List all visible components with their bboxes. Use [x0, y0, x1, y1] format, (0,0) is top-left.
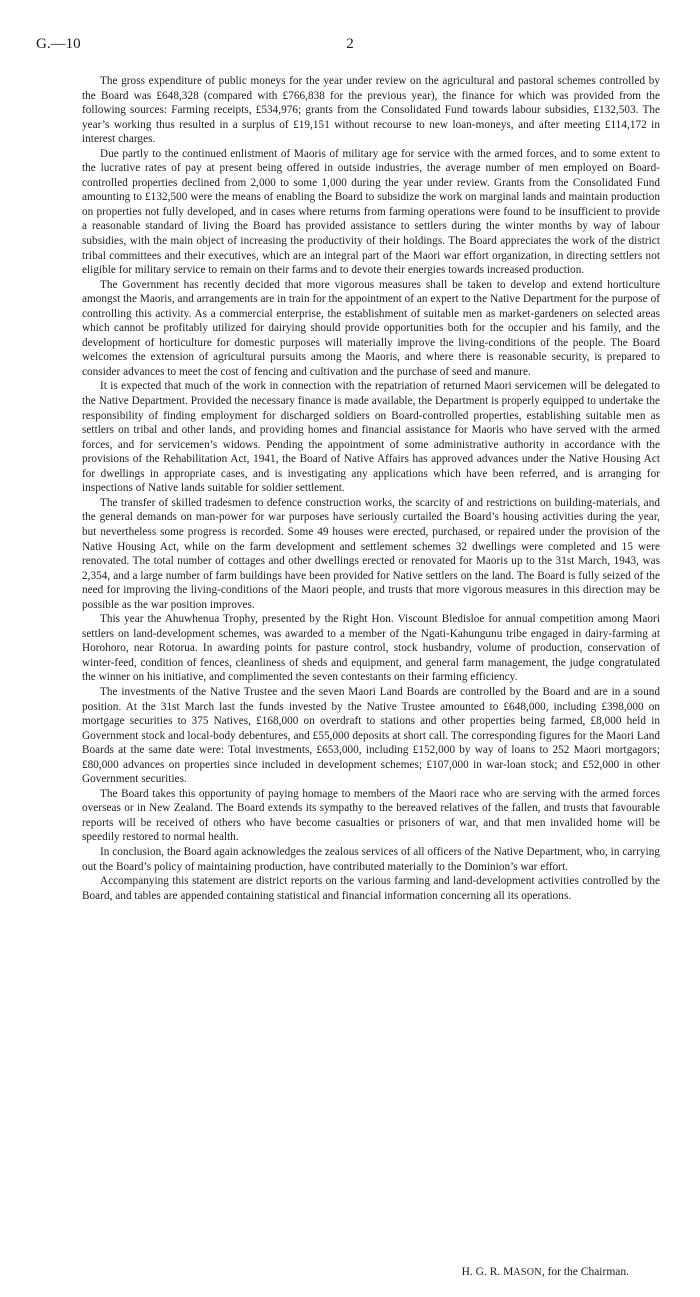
paragraph-investments: The investments of the Native Trustee and the seven Maori Land Boards are controlled by the Board and are in a sound position. At the 31st March last the funds invested by the Native Trustee amounted to £648,000, including £398,000 on mortgage securities to 375 Natives, £168,000 on overdraft to stations and other properties being farmed, £8,000 held in Government stock and local-body debentures, and £55,000 deposits at short call. The corresponding figures for the Maori Land Boards at the same date were: Total investments, £653,000, including £152,000 by way of loans to 252 Maori mortgagors; £80,000 advances on properties since included in development schemes; £107,000 in war-loan stock; and £52,000 in other Government securities. — [82, 685, 660, 786]
page-header — [36, 36, 664, 56]
paragraph-homage: The Board takes this opportunity of paying homage to members of the Maori race who are serving with the armed forces overseas or in New Zealand. The Board extends its sympathy to the bereaved relatives of the fallen, and trusts that favourable reports will be received of others who have become casualties or prisoners of war, and that men invalided home will be speedily restored to normal health. — [82, 787, 660, 844]
paragraph-housing: The transfer of skilled tradesmen to defence construction works, the scarcity of and restrictions on building-materials, and the general demands on man-power for war purposes have seriously curtailed the Board’s housing activities during the year, but nevertheless some progress is recorded. Some 49 houses were erected, purchased, or repaired under the provision of the Native Housing Act, while on the farm development and settlement schemes 32 dwellings were completed and 15 were renovated. The total number of cottages and other dwellings erected or renovated for Maoris up to the 31st March, 1943, was 2,354, and a large number of farm buildings have been provided for Native settlers on the land. The Board is fully seized of the need for improving the living-conditions of the Maori people, and trusts that more vigorous measures in this direction may be possible as the war position improves. — [82, 496, 660, 611]
report-body — [82, 74, 660, 903]
document-code: G.—10 — [36, 36, 81, 52]
page-number: 2 — [346, 36, 354, 52]
paragraph-appendices: Accompanying this statement are district reports on the various farming and land-development activities controlled by the Board, and tables are appended containing statistical and financial information concerning all its operations. — [82, 875, 660, 902]
signature-initials: H. G. R. M — [461, 1266, 514, 1278]
paragraph-repatriation: It is expected that much of the work in connection with the repatriation of returned Maori servicemen will be delegated to the Native Department. Provided the necessary finance is made available, the Department is properly equipped to undertake the responsibility of finding employment for discharged soldiers on Board-controlled properties, establishing suitable men as settlers on tribal and other lands, and providing homes and financial assistance for Maoris who have served with the armed forces, and for servicemen’s widows. Pending the appointment of some administrative authority in accordance with the provisions of the Rehabilitation Act, 1941, the Board of Native Affairs has approved advances under the Native Housing Act for dwellings in appropriate cases, and is investigating any applications which have been referred, and is arranging for inspections of Native lands suitable for soldier settlement. — [82, 380, 660, 495]
paragraph-conclusion: In conclusion, the Board again acknowledges the zealous services of all officers of the Native Department, who, in carrying out the Board’s policy of maintaining production, have contributed materially to the Dominion’s war effort. — [82, 845, 660, 873]
paragraph-ahuwhenua-trophy: This year the Ahuwhenua Trophy, presented by the Right Hon. Viscount Bledisloe for annual competition among Maori settlers on land-development schemes, was awarded to a member of the Ngati-Kahungunu tribe engaged in dairy-farming at Horohoro, near Rotorua. In awarding points for pasture control, stock husbandry, volume of production, conservation of winter-feed, condition of fences, cleanliness of sheds and equipment, and general farm management, the judge congratulated the winner on his initiative, and complimented the seven contestants on their farming efficiency. — [82, 613, 660, 684]
paragraph-expenditure: The gross expenditure of public moneys for the year under review on the agricultural and pastoral schemes controlled by the Board was £648,328 (compared with £766,838 for the previous year), the finance for which was provided from the following sources: Farming receipts, £534,976; grants from the Consolidated Fund towards labour subsidies, £132,503. The year’s working thus resulted in a surplus of £19,151 without recourse to new loan-moneys, and after meeting £114,172 in interest charges. — [82, 75, 660, 146]
signature-role: , for the Chairman. — [541, 1266, 629, 1278]
signature-surname-smallcaps: ASON — [513, 1267, 542, 1278]
paragraph-horticulture: The Government has recently decided that more vigorous measures shall be taken to develop and extend horticulture amongst the Maoris, and arrangements are in train for the appointment of an expert to the Native Department for the purpose of controlling this activity. As a commercial enterprise, the establishment of suitable men as market-gardeners on selected areas which cannot be profitably utilized for dairying should provide opportunities both for the occupier and his family, and the development of horticulture for domestic purposes will materially improve the living-conditions of the people. The Board welcomes the extension of agricultural pursuits among the Maoris, and where there is reasonable security, is prepared to consider advances to meet the cost of fencing and cultivation and the purchase of seed and manure. — [82, 278, 660, 378]
signature-line — [82, 1266, 629, 1278]
paragraph-enlistment: Due partly to the continued enlistment of Maoris of military age for service with the armed forces, and to some extent to the lucrative rates of pay at present being offered in outside industries, the average number of men employed on Board-controlled properties declined from 2,000 to some 1,000 during the year under review. Grants from the Consolidated Fund amounting to £132,500 were the means of enabling the Board to subsidize the work on marginal lands and maintain production on properties not fully developed, and in cases where returns from farming operations were found to be insufficient to provide a reasonable standard of living the Board has provided assistance to settlers during the winter months by way of labour subsidies, with the main object of increasing the productivity of their holdings. The Board appreciates the work of the district tribal committees and their executives, which are an integral part of the Maori war effort organization, in directing settlers not eligible for military service to remain on their farms and to devote their energies towards increased production. — [82, 147, 660, 277]
